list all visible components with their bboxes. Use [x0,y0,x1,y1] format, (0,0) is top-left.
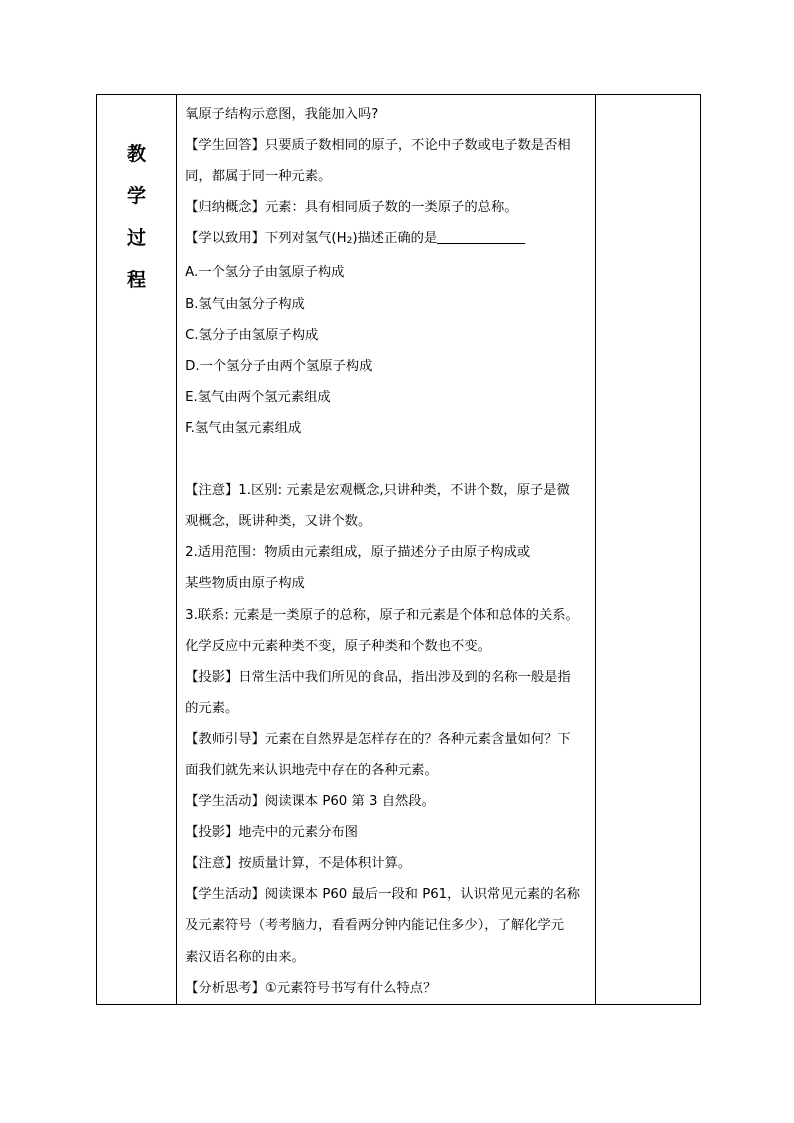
teaching-process-content [177,95,596,1005]
content-line: 化学反应中元素种类不变，原子种类和个数也不变。 [185,638,491,654]
content-line: 【投影】地壳中的元素分布图 [185,825,358,841]
answer-option: E.氢气由两个氢元素组成 [185,389,331,405]
blank-line [185,444,589,475]
content-line: 及元素符号（考考脑力，看看两分钟内能记住多少），了解化学元 [185,918,565,934]
content-line: 某些物质由原子构成 [185,576,305,592]
answer-option: A.一个氢分子由氢原子构成 [185,265,345,281]
content-line: 【学生回答】只要质子数相同的原子，不论中子数或电子数是否相 [185,138,571,154]
exercise-question-text: 【学以致用】下列对氢气(H [185,231,347,247]
content-line: 【投影】日常生活中我们所见的食品，指出涉及到的名称一般是指 [185,669,571,685]
content-line: 面我们就先来认识地壳中存在的各种元素。 [185,762,438,778]
content-line: 2.适用范围：物质由元素组成，原子描述分子由原子构成或 [185,545,531,561]
content-line: 3.联系: 元素是一类原子的总称，原子和元素是个体和总体的关系。 [185,607,579,623]
content-line: 同，都属于同一种元素。 [185,169,332,185]
answer-blank [437,229,525,244]
content-line: 【分析思考】①元素符号书写有什么特点？ [185,980,437,996]
section-label-char: 过 [127,227,147,249]
answer-option: D.一个氢分子由两个氢原子构成 [185,358,373,374]
exercise-question [185,223,589,257]
content-line: 观概念，既讲种类，又讲个数。 [185,514,372,530]
notes-cell [595,95,700,1005]
section-label-cell [97,95,177,1005]
section-label-char: 程 [127,269,147,291]
content-line: 【归纳概念】元素：具有相同质子数的一类原子的总称。 [185,200,518,216]
content-line: 【学生活动】阅读课本 P60 最后一段和 P61，认识常见元素的名称 [185,887,581,903]
content-line: 氧原子结构示意图，我能加入吗? [185,107,379,122]
content-line: 【注意】1.区别: 元素是宏观概念,只讲种类，不讲个数，原子是微 [185,483,570,499]
exercise-question-text: )描述正确的是 [352,231,438,247]
answer-option: B.氢气由氢分子构成 [185,296,305,312]
lesson-plan-table [96,94,701,1005]
section-label-char: 教 [127,143,147,165]
answer-option: F.氢气由氢元素组成 [185,420,302,436]
content-line: 的元素。 [185,700,239,716]
table-row [97,95,701,1005]
answer-option: C.氢分子由氢原子构成 [185,327,319,343]
content-line: 素汉语名称的由来。 [185,949,305,965]
content-line: 【注意】按质量计算，不是体积计算。 [185,856,412,872]
content-line: 【学生活动】阅读课本 P60 第 3 自然段。 [185,794,435,810]
subscript: 2 [346,236,353,247]
section-label-char: 学 [127,185,147,207]
content-line: 【教师引导】元素在自然界是怎样存在的？各种元素含量如何？下 [185,731,571,747]
